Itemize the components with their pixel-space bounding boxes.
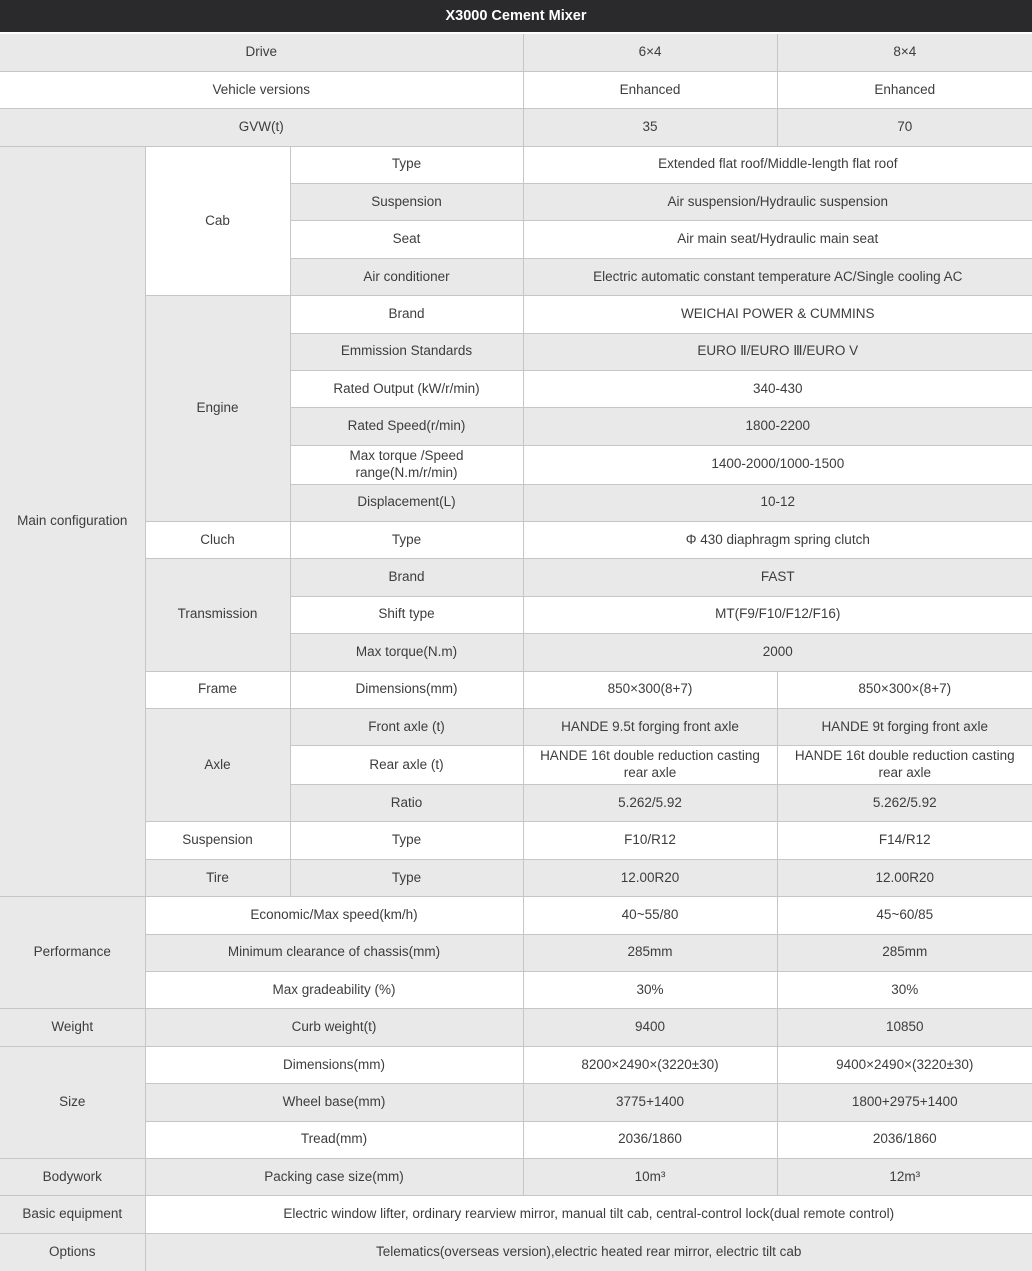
group-label: Tire xyxy=(145,859,290,896)
value-8x4: 8×4 xyxy=(777,34,1032,71)
value-8x4: 12.00R20 xyxy=(777,859,1032,896)
attr-label: Shift type xyxy=(290,596,523,633)
value-8x4: Enhanced xyxy=(777,71,1032,108)
table-row xyxy=(0,708,1032,745)
group-label: Cluch xyxy=(145,521,290,558)
group-label: Transmission xyxy=(145,559,290,671)
section-label: Main configuration xyxy=(0,146,145,897)
table-row xyxy=(0,34,1032,71)
value-8x4: 2036/1860 xyxy=(777,1121,1032,1158)
value-8x4: 1800+2975+1400 xyxy=(777,1084,1032,1121)
attr-label: Max gradeability (%) xyxy=(145,971,523,1008)
table-row xyxy=(0,1084,1032,1121)
attr-label: Emmission Standards xyxy=(290,333,523,370)
table-row xyxy=(0,1121,1032,1158)
row-label: GVW(t) xyxy=(0,109,523,146)
attr-label: Type xyxy=(290,859,523,896)
attr-label: Minimum clearance of chassis(mm) xyxy=(145,934,523,971)
value-cell: 2000 xyxy=(523,634,1032,671)
value-8x4: 70 xyxy=(777,109,1032,146)
attr-label: Dimensions(mm) xyxy=(145,1046,523,1083)
section-label: Size xyxy=(0,1046,145,1158)
attr-label: Curb weight(t) xyxy=(145,1009,523,1046)
value-cell: FAST xyxy=(523,559,1032,596)
value-8x4: 10850 xyxy=(777,1009,1032,1046)
section-label: Bodywork xyxy=(0,1158,145,1195)
attr-label: Type xyxy=(290,146,523,183)
value-8x4: 285mm xyxy=(777,934,1032,971)
section-label: Performance xyxy=(0,897,145,1009)
group-label: Engine xyxy=(145,296,290,522)
attr-label: Type xyxy=(290,822,523,859)
value-6x4: 8200×2490×(3220±30) xyxy=(523,1046,777,1083)
value-cell: MT(F9/F10/F12/F16) xyxy=(523,596,1032,633)
attr-label: Ratio xyxy=(290,785,523,822)
page-title: X3000 Cement Mixer xyxy=(0,0,1032,34)
value-6x4: 9400 xyxy=(523,1009,777,1046)
value-cell: Electric automatic constant temperature AC/Single cooling AC xyxy=(523,258,1032,295)
table-row xyxy=(0,296,1032,333)
table-row xyxy=(0,971,1032,1008)
attr-label: Economic/Max speed(km/h) xyxy=(145,897,523,934)
attr-label: Dimensions(mm) xyxy=(290,671,523,708)
table-row xyxy=(0,1158,1032,1195)
value-cell: 1800-2200 xyxy=(523,408,1032,445)
table-row xyxy=(0,1009,1032,1046)
value-cell: Telematics(overseas version),electric heated rear mirror, electric tilt cab xyxy=(145,1233,1032,1270)
group-label: Frame xyxy=(145,671,290,708)
value-8x4: 12m³ xyxy=(777,1158,1032,1195)
group-label: Cab xyxy=(145,146,290,296)
row-label: Drive xyxy=(0,34,523,71)
value-cell: EURO Ⅱ/EURO Ⅲ/EURO V xyxy=(523,333,1032,370)
section-label: Weight xyxy=(0,1009,145,1046)
table-row xyxy=(0,1196,1032,1233)
group-label: Suspension xyxy=(145,822,290,859)
attr-label: Brand xyxy=(290,559,523,596)
row-label: Vehicle versions xyxy=(0,71,523,108)
value-6x4: 12.00R20 xyxy=(523,859,777,896)
value-8x4: 9400×2490×(3220±30) xyxy=(777,1046,1032,1083)
value-cell: 340-430 xyxy=(523,371,1032,408)
value-cell: 10-12 xyxy=(523,484,1032,521)
value-6x4: HANDE 16t double reduction casting rear axle xyxy=(523,746,777,785)
attr-label: Packing case size(mm) xyxy=(145,1158,523,1195)
value-6x4: 285mm xyxy=(523,934,777,971)
value-6x4: 5.262/5.92 xyxy=(523,785,777,822)
value-cell: Air main seat/Hydraulic main seat xyxy=(523,221,1032,258)
value-6x4: HANDE 9.5t forging front axle xyxy=(523,708,777,745)
attr-label: Tread(mm) xyxy=(145,1121,523,1158)
attr-label: Front axle (t) xyxy=(290,708,523,745)
value-8x4: 45~60/85 xyxy=(777,897,1032,934)
table-row xyxy=(0,859,1032,896)
value-6x4: Enhanced xyxy=(523,71,777,108)
value-6x4: 10m³ xyxy=(523,1158,777,1195)
attr-label: Air conditioner xyxy=(290,258,523,295)
section-label: Options xyxy=(0,1233,145,1270)
table-row xyxy=(0,671,1032,708)
attr-label: Displacement(L) xyxy=(290,484,523,521)
value-6x4: 2036/1860 xyxy=(523,1121,777,1158)
attr-label: Max torque(N.m) xyxy=(290,634,523,671)
table-row xyxy=(0,109,1032,146)
table-row xyxy=(0,822,1032,859)
group-label: Axle xyxy=(145,708,290,822)
attr-label: Rated Output (kW/r/min) xyxy=(290,371,523,408)
value-8x4: HANDE 9t forging front axle xyxy=(777,708,1032,745)
table-row xyxy=(0,1046,1032,1083)
value-6x4: 30% xyxy=(523,971,777,1008)
table-row xyxy=(0,1233,1032,1270)
table-row xyxy=(0,71,1032,108)
attr-label: Seat xyxy=(290,221,523,258)
value-6x4: 6×4 xyxy=(523,34,777,71)
value-6x4: 35 xyxy=(523,109,777,146)
section-label: Basic equipment xyxy=(0,1196,145,1233)
value-8x4: 5.262/5.92 xyxy=(777,785,1032,822)
spec-table xyxy=(0,34,1032,1271)
attr-label: Wheel base(mm) xyxy=(145,1084,523,1121)
value-cell: 1400-2000/1000-1500 xyxy=(523,445,1032,484)
value-6x4: 3775+1400 xyxy=(523,1084,777,1121)
value-cell: Electric window lifter, ordinary rearview mirror, manual tilt cab, central-control lock(dual remote control) xyxy=(145,1196,1032,1233)
value-cell: WEICHAI POWER & CUMMINS xyxy=(523,296,1032,333)
value-6x4: 40~55/80 xyxy=(523,897,777,934)
value-8x4: F14/R12 xyxy=(777,822,1032,859)
attr-label: Rated Speed(r/min) xyxy=(290,408,523,445)
value-6x4: F10/R12 xyxy=(523,822,777,859)
attr-label: Brand xyxy=(290,296,523,333)
table-row xyxy=(0,934,1032,971)
table-row xyxy=(0,897,1032,934)
attr-label: Type xyxy=(290,521,523,558)
value-8x4: 30% xyxy=(777,971,1032,1008)
table-row xyxy=(0,146,1032,183)
value-cell: Φ 430 diaphragm spring clutch xyxy=(523,521,1032,558)
value-cell: Extended flat roof/Middle-length flat roof xyxy=(523,146,1032,183)
attr-label: Suspension xyxy=(290,184,523,221)
value-8x4: 850×300×(8+7) xyxy=(777,671,1032,708)
value-8x4: HANDE 16t double reduction casting rear axle xyxy=(777,746,1032,785)
table-row xyxy=(0,559,1032,596)
value-6x4: 850×300(8+7) xyxy=(523,671,777,708)
value-cell: Air suspension/Hydraulic suspension xyxy=(523,184,1032,221)
table-row xyxy=(0,521,1032,558)
attr-label: Max torque /Speed range(N.m/r/min) xyxy=(290,445,523,484)
attr-label: Rear axle (t) xyxy=(290,746,523,785)
